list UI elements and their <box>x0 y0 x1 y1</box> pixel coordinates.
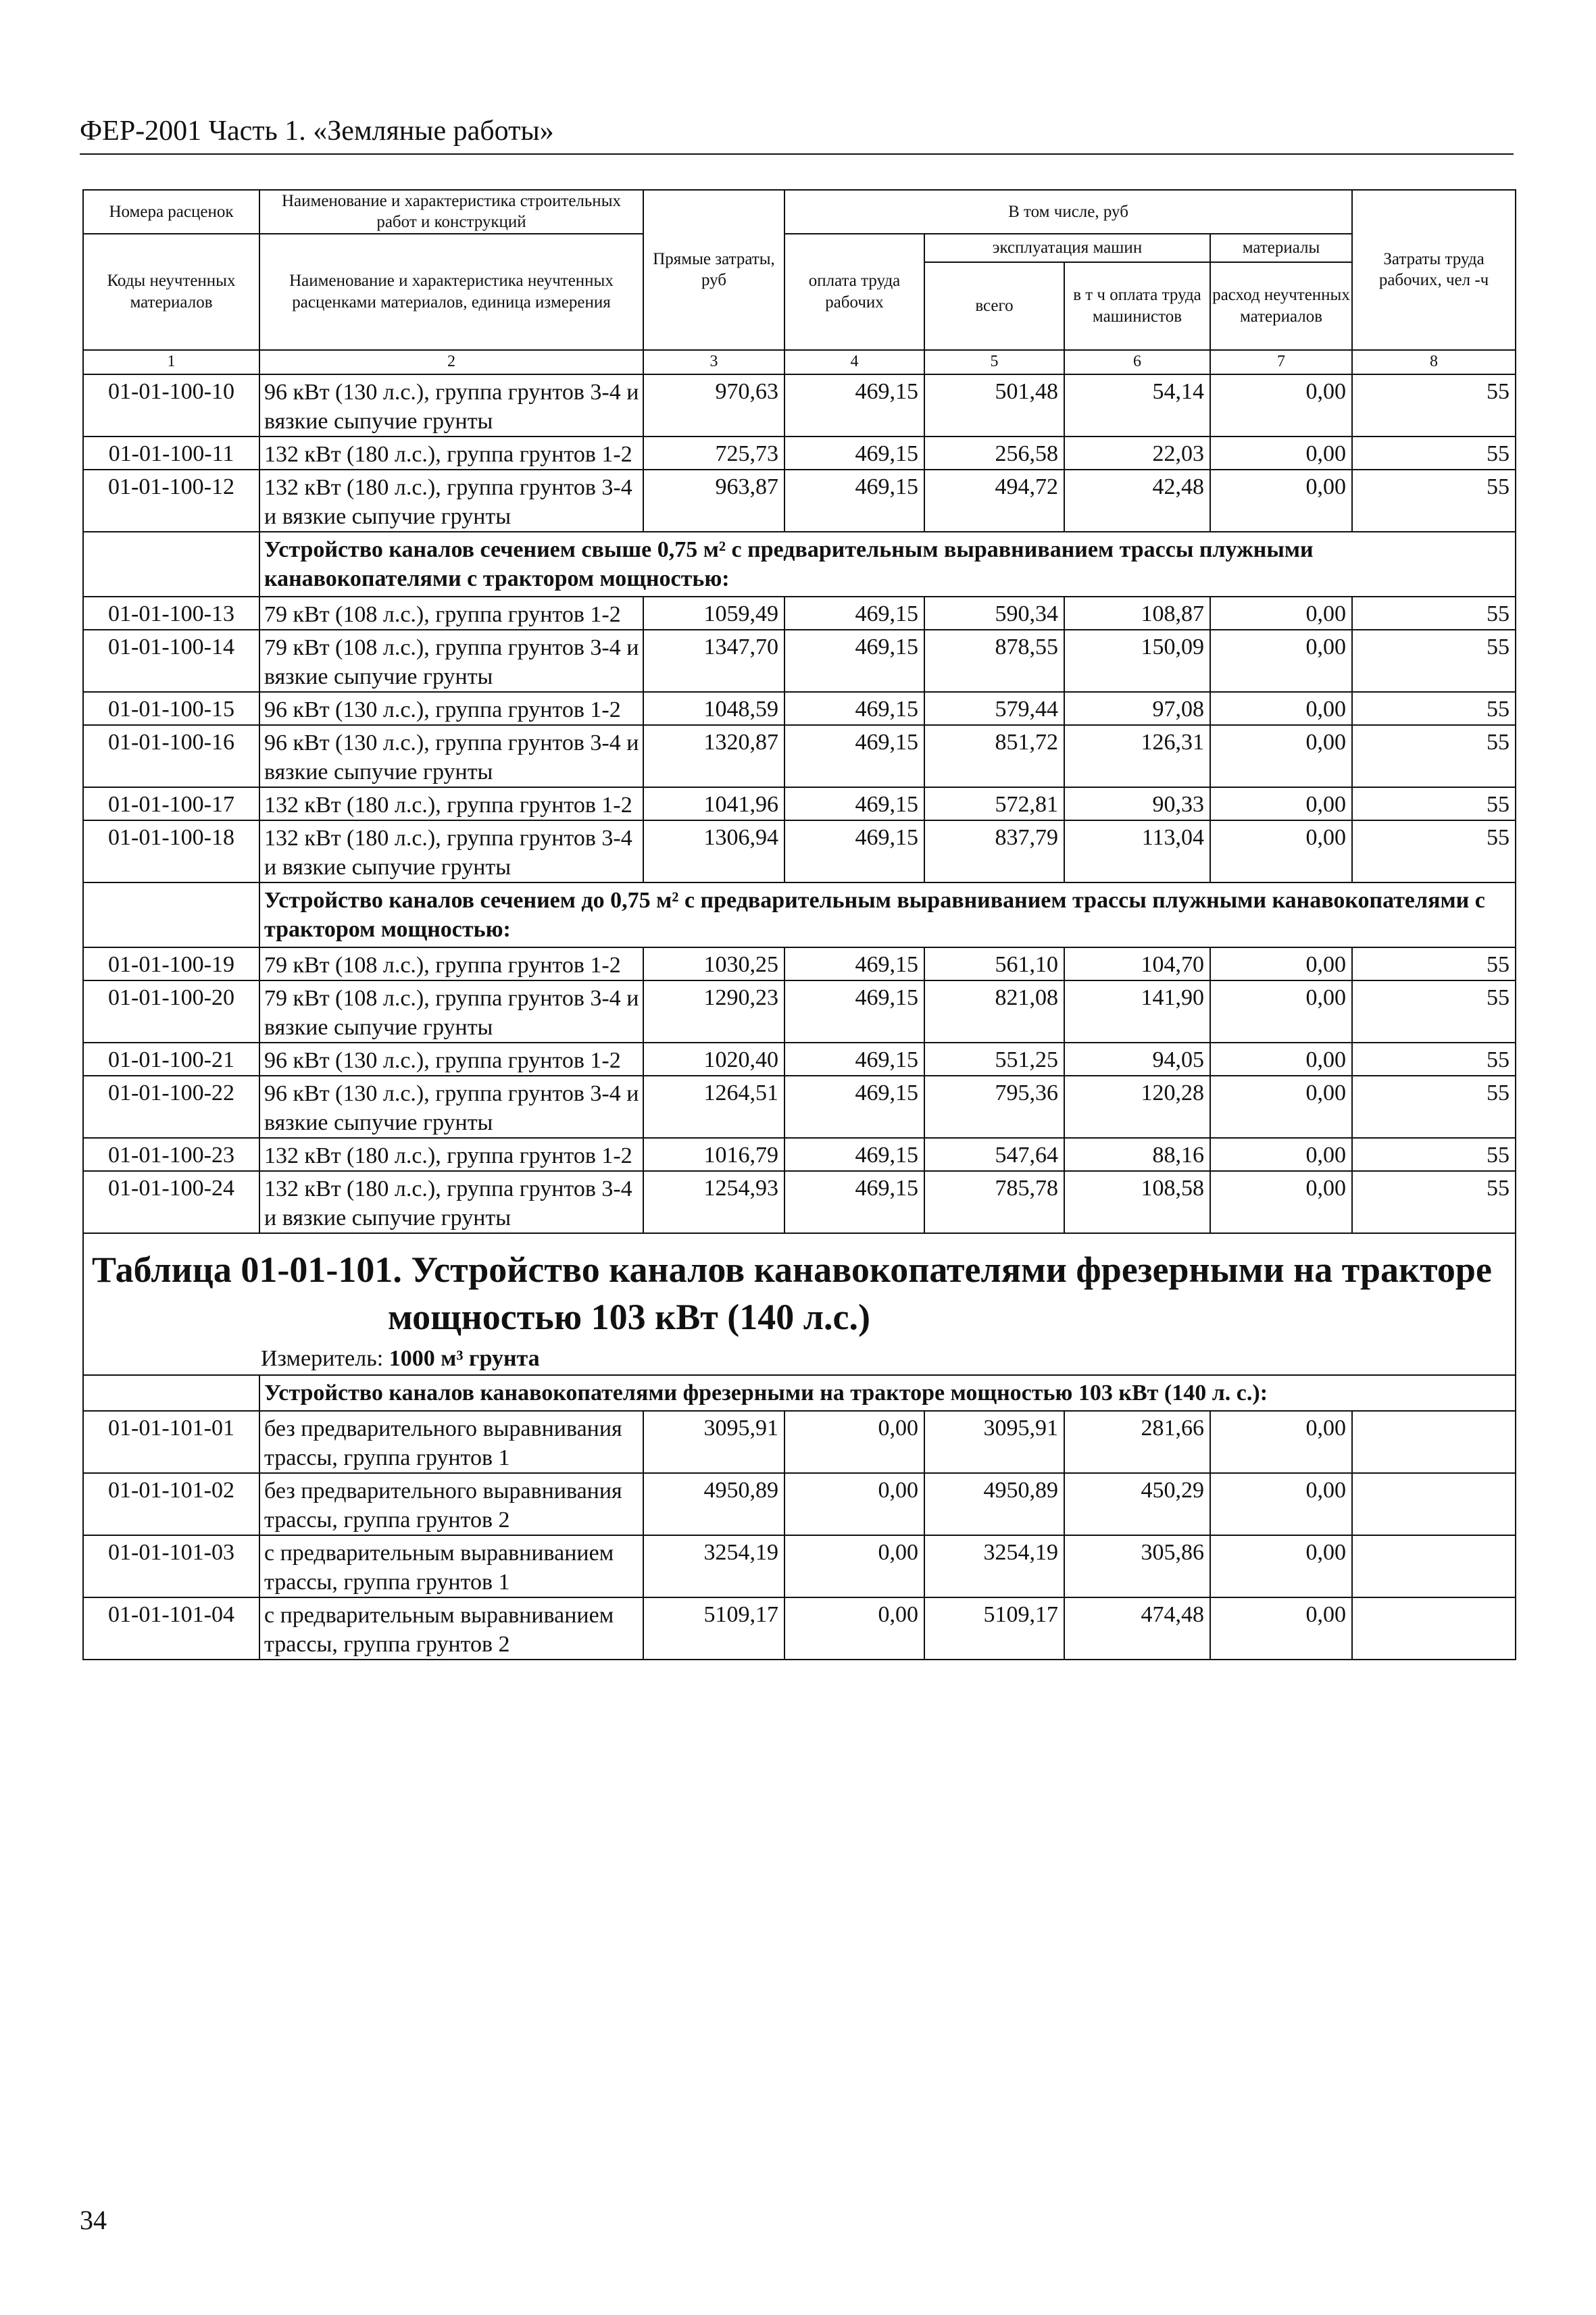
work-description: с предварительным выравниванием трассы, группа грунтов 1 <box>259 1535 643 1597</box>
section-row <box>83 532 1516 597</box>
materials-cost: 0,00 <box>1210 470 1352 532</box>
rates-table <box>82 189 1516 1660</box>
table-row <box>83 820 1516 882</box>
labor-pay: 0,00 <box>784 1597 924 1660</box>
materials-cost: 0,00 <box>1210 692 1352 725</box>
machines-total: 4950,89 <box>924 1473 1064 1535</box>
section-title-over-075: Устройство каналов сечением свыше 0,75 м² с предварительным выравниванием трассы плужными канавокопателями с трактором мощностью: <box>259 532 1516 597</box>
header-direct-costs: Прямые затраты, руб <box>643 190 784 350</box>
machines-total: 5109,17 <box>924 1597 1064 1660</box>
labor-hours: 55 <box>1352 980 1516 1043</box>
direct-costs: 5109,17 <box>643 1597 784 1660</box>
direct-costs: 4950,89 <box>643 1473 784 1535</box>
rate-code: 01-01-100-23 <box>83 1138 259 1171</box>
work-description: 132 кВт (180 л.с.), группа грунтов 3-4 и вязкие сыпучие грунты <box>259 1171 643 1233</box>
direct-costs: 970,63 <box>643 374 784 437</box>
direct-costs: 3254,19 <box>643 1535 784 1597</box>
table-row <box>83 787 1516 820</box>
labor-hours: 55 <box>1352 374 1516 437</box>
header-divider <box>80 153 1514 155</box>
direct-costs: 3095,91 <box>643 1411 784 1473</box>
labor-hours <box>1352 1473 1516 1535</box>
unit-label: Измеритель: <box>261 1345 384 1371</box>
labor-pay: 469,15 <box>784 597 924 630</box>
labor-pay: 469,15 <box>784 1171 924 1233</box>
machinists-pay: 150,09 <box>1064 630 1210 692</box>
column-number: 1 <box>83 350 259 374</box>
direct-costs: 1059,49 <box>643 597 784 630</box>
header-material-name: Наименование и характеристика неучтенных расценками материалов, единица измерения <box>259 234 643 350</box>
table-row <box>83 470 1516 532</box>
machinists-pay: 281,66 <box>1064 1411 1210 1473</box>
rate-code: 01-01-100-10 <box>83 374 259 437</box>
machines-total: 795,36 <box>924 1076 1064 1138</box>
materials-cost: 0,00 <box>1210 374 1352 437</box>
labor-hours: 55 <box>1352 1076 1516 1138</box>
rate-code: 01-01-101-02 <box>83 1473 259 1535</box>
materials-cost: 0,00 <box>1210 980 1352 1043</box>
table-row <box>83 947 1516 980</box>
direct-costs: 1320,87 <box>643 725 784 787</box>
table-row <box>83 1597 1516 1660</box>
work-description: без предварительного выравнивания трассы, группа грунтов 2 <box>259 1473 643 1535</box>
machinists-pay: 104,70 <box>1064 947 1210 980</box>
header-labor-cost: Затраты труда рабочих, чел -ч <box>1352 190 1516 350</box>
machines-total: 572,81 <box>924 787 1064 820</box>
labor-hours <box>1352 1535 1516 1597</box>
header-codes: Номера расценок <box>83 190 259 234</box>
table-row <box>83 1171 1516 1233</box>
table-row <box>83 1138 1516 1171</box>
section-title-milling: Устройство каналов канавокопателями фрезерными на тракторе мощностью 103 кВт (140 л. с.): <box>259 1375 1516 1411</box>
work-description: 132 кВт (180 л.с.), группа грунтов 1-2 <box>259 1138 643 1171</box>
direct-costs: 725,73 <box>643 437 784 470</box>
direct-costs: 1016,79 <box>643 1138 784 1171</box>
table-row <box>83 597 1516 630</box>
labor-pay: 469,15 <box>784 692 924 725</box>
work-description: 96 кВт (130 л.с.), группа грунтов 1-2 <box>259 1043 643 1076</box>
header-machines-total: всего <box>924 262 1064 350</box>
materials-cost: 0,00 <box>1210 1043 1352 1076</box>
header-materials: материалы <box>1210 234 1352 262</box>
direct-costs: 1030,25 <box>643 947 784 980</box>
machinists-pay: 120,28 <box>1064 1076 1210 1138</box>
direct-costs: 1048,59 <box>643 692 784 725</box>
direct-costs: 963,87 <box>643 470 784 532</box>
materials-cost: 0,00 <box>1210 1473 1352 1535</box>
work-description: 132 кВт (180 л.с.), группа грунтов 1-2 <box>259 787 643 820</box>
unit-line <box>84 1341 1515 1374</box>
labor-pay: 469,15 <box>784 1043 924 1076</box>
materials-cost: 0,00 <box>1210 437 1352 470</box>
labor-pay: 469,15 <box>784 1138 924 1171</box>
machines-total: 551,25 <box>924 1043 1064 1076</box>
labor-pay: 469,15 <box>784 725 924 787</box>
section-title-under-075: Устройство каналов сечением до 0,75 м² с предварительным выравниванием трассы плужными канавокопателями с трактором мощностью: <box>259 882 1516 947</box>
labor-hours: 55 <box>1352 1138 1516 1171</box>
labor-pay: 469,15 <box>784 1076 924 1138</box>
work-description: 96 кВт (130 л.с.), группа грунтов 3-4 и вязкие сыпучие грунты <box>259 374 643 437</box>
table-row <box>83 1411 1516 1473</box>
table-row <box>83 1043 1516 1076</box>
labor-pay: 469,15 <box>784 374 924 437</box>
labor-pay: 469,15 <box>784 470 924 532</box>
materials-cost: 0,00 <box>1210 820 1352 882</box>
materials-cost: 0,00 <box>1210 1535 1352 1597</box>
labor-hours <box>1352 1597 1516 1660</box>
labor-pay: 469,15 <box>784 787 924 820</box>
machines-total: 821,08 <box>924 980 1064 1043</box>
work-description: с предварительным выравниванием трассы, группа грунтов 2 <box>259 1597 643 1660</box>
machinists-pay: 141,90 <box>1064 980 1210 1043</box>
rate-code: 01-01-100-12 <box>83 470 259 532</box>
header-machinists-pay: в т ч оплата труда машинистов <box>1064 262 1210 350</box>
rate-code: 01-01-100-20 <box>83 980 259 1043</box>
materials-cost: 0,00 <box>1210 1597 1352 1660</box>
column-number: 3 <box>643 350 784 374</box>
table-row <box>83 1473 1516 1535</box>
rate-code: 01-01-100-13 <box>83 597 259 630</box>
table-101-caption <box>84 1234 1515 1341</box>
work-description: 132 кВт (180 л.с.), группа грунтов 3-4 и вязкие сыпучие грунты <box>259 470 643 532</box>
labor-hours: 55 <box>1352 437 1516 470</box>
machines-total: 547,64 <box>924 1138 1064 1171</box>
machinists-pay: 126,31 <box>1064 725 1210 787</box>
work-description: 96 кВт (130 л.с.), группа грунтов 3-4 и вязкие сыпучие грунты <box>259 725 643 787</box>
machinists-pay: 54,14 <box>1064 374 1210 437</box>
direct-costs: 1041,96 <box>643 787 784 820</box>
work-description: 96 кВт (130 л.с.), группа грунтов 1-2 <box>259 692 643 725</box>
labor-hours: 55 <box>1352 1043 1516 1076</box>
column-number: 5 <box>924 350 1064 374</box>
table-row <box>83 1076 1516 1138</box>
machinists-pay: 88,16 <box>1064 1138 1210 1171</box>
labor-pay: 469,15 <box>784 820 924 882</box>
materials-cost: 0,00 <box>1210 597 1352 630</box>
labor-pay: 469,15 <box>784 437 924 470</box>
table-row <box>83 437 1516 470</box>
column-numbers-row <box>83 350 1516 374</box>
table-row <box>83 1535 1516 1597</box>
machines-total: 494,72 <box>924 470 1064 532</box>
materials-cost: 0,00 <box>1210 725 1352 787</box>
labor-hours: 55 <box>1352 787 1516 820</box>
machinists-pay: 94,05 <box>1064 1043 1210 1076</box>
machinists-pay: 305,86 <box>1064 1535 1210 1597</box>
machines-total: 851,72 <box>924 725 1064 787</box>
labor-pay: 0,00 <box>784 1473 924 1535</box>
rate-code: 01-01-100-21 <box>83 1043 259 1076</box>
labor-pay: 0,00 <box>784 1535 924 1597</box>
table-row <box>83 980 1516 1043</box>
machinists-pay: 97,08 <box>1064 692 1210 725</box>
column-number: 7 <box>1210 350 1352 374</box>
rates-table-container <box>82 189 1515 1660</box>
labor-hours: 55 <box>1352 692 1516 725</box>
direct-costs: 1264,51 <box>643 1076 784 1138</box>
column-number: 6 <box>1064 350 1210 374</box>
header-material-codes: Коды неучтенных материалов <box>83 234 259 350</box>
labor-pay: 0,00 <box>784 1411 924 1473</box>
labor-hours: 55 <box>1352 597 1516 630</box>
materials-cost: 0,00 <box>1210 1076 1352 1138</box>
table-row <box>83 692 1516 725</box>
rate-code: 01-01-100-16 <box>83 725 259 787</box>
labor-pay: 469,15 <box>784 947 924 980</box>
header-labor-pay: оплата труда рабочих <box>784 234 924 350</box>
rate-code: 01-01-100-18 <box>83 820 259 882</box>
machines-total: 561,10 <box>924 947 1064 980</box>
rate-code: 01-01-100-24 <box>83 1171 259 1233</box>
work-description: 79 кВт (108 л.с.), группа грунтов 1-2 <box>259 597 643 630</box>
machinists-pay: 450,29 <box>1064 1473 1210 1535</box>
machinists-pay: 474,48 <box>1064 1597 1210 1660</box>
table-101-caption-line1: Таблица 01-01-101. Устройство каналов канавокопателями фрезерными на тракторе <box>92 1249 1492 1290</box>
table-row <box>83 630 1516 692</box>
machines-total: 256,58 <box>924 437 1064 470</box>
direct-costs: 1290,23 <box>643 980 784 1043</box>
table-101-caption-row <box>83 1233 1516 1375</box>
rate-code: 01-01-101-01 <box>83 1411 259 1473</box>
rate-code: 01-01-100-15 <box>83 692 259 725</box>
labor-hours: 55 <box>1352 820 1516 882</box>
materials-cost: 0,00 <box>1210 947 1352 980</box>
header-machines: эксплуатация машин <box>924 234 1210 262</box>
labor-hours: 55 <box>1352 947 1516 980</box>
machinists-pay: 108,87 <box>1064 597 1210 630</box>
labor-pay: 469,15 <box>784 630 924 692</box>
rate-code: 01-01-100-19 <box>83 947 259 980</box>
direct-costs: 1347,70 <box>643 630 784 692</box>
table-row <box>83 374 1516 437</box>
section-row <box>83 882 1516 947</box>
work-description: 132 кВт (180 л.с.), группа грунтов 1-2 <box>259 437 643 470</box>
column-number: 8 <box>1352 350 1516 374</box>
labor-hours <box>1352 1411 1516 1473</box>
materials-cost: 0,00 <box>1210 1411 1352 1473</box>
page-number: 34 <box>80 2205 107 2235</box>
labor-hours: 55 <box>1352 630 1516 692</box>
rate-code: 01-01-100-22 <box>83 1076 259 1138</box>
header-in-total: В том числе, руб <box>784 190 1352 234</box>
rate-code: 01-01-100-11 <box>83 437 259 470</box>
table-101-caption-line2: мощностью 103 кВт (140 л.с.) <box>388 1296 870 1337</box>
materials-cost: 0,00 <box>1210 630 1352 692</box>
direct-costs: 1020,40 <box>643 1043 784 1076</box>
direct-costs: 1306,94 <box>643 820 784 882</box>
work-description: 132 кВт (180 л.с.), группа грунтов 3-4 и вязкие сыпучие грунты <box>259 820 643 882</box>
header-materials-unaccounted: расход неучтенных материалов <box>1210 262 1352 350</box>
work-description: 96 кВт (130 л.с.), группа грунтов 3-4 и вязкие сыпучие грунты <box>259 1076 643 1138</box>
header-name: Наименование и характеристика строительных работ и конструкций <box>259 190 643 234</box>
labor-pay: 469,15 <box>784 980 924 1043</box>
machines-total: 3254,19 <box>924 1535 1064 1597</box>
section-row <box>83 1375 1516 1411</box>
machines-total: 579,44 <box>924 692 1064 725</box>
machines-total: 501,48 <box>924 374 1064 437</box>
column-number: 4 <box>784 350 924 374</box>
machinists-pay: 90,33 <box>1064 787 1210 820</box>
rate-code: 01-01-100-17 <box>83 787 259 820</box>
work-description: без предварительного выравнивания трассы, группа грунтов 1 <box>259 1411 643 1473</box>
table-row <box>83 725 1516 787</box>
labor-hours: 55 <box>1352 1171 1516 1233</box>
machinists-pay: 108,58 <box>1064 1171 1210 1233</box>
work-description: 79 кВт (108 л.с.), группа грунтов 3-4 и вязкие сыпучие грунты <box>259 980 643 1043</box>
labor-hours: 55 <box>1352 725 1516 787</box>
machinists-pay: 113,04 <box>1064 820 1210 882</box>
work-description: 79 кВт (108 л.с.), группа грунтов 1-2 <box>259 947 643 980</box>
machines-total: 837,79 <box>924 820 1064 882</box>
column-number: 2 <box>259 350 643 374</box>
machinists-pay: 42,48 <box>1064 470 1210 532</box>
machines-total: 3095,91 <box>924 1411 1064 1473</box>
machinists-pay: 22,03 <box>1064 437 1210 470</box>
rate-code: 01-01-101-03 <box>83 1535 259 1597</box>
machines-total: 590,34 <box>924 597 1064 630</box>
rate-code: 01-01-100-14 <box>83 630 259 692</box>
rate-code: 01-01-101-04 <box>83 1597 259 1660</box>
unit-value: 1000 м³ грунта <box>389 1345 540 1371</box>
labor-hours: 55 <box>1352 470 1516 532</box>
materials-cost: 0,00 <box>1210 1171 1352 1233</box>
page-header: ФЕР-2001 Часть 1. «Земляные работы» <box>80 116 554 147</box>
materials-cost: 0,00 <box>1210 787 1352 820</box>
machines-total: 785,78 <box>924 1171 1064 1233</box>
direct-costs: 1254,93 <box>643 1171 784 1233</box>
machines-total: 878,55 <box>924 630 1064 692</box>
work-description: 79 кВт (108 л.с.), группа грунтов 3-4 и вязкие сыпучие грунты <box>259 630 643 692</box>
materials-cost: 0,00 <box>1210 1138 1352 1171</box>
